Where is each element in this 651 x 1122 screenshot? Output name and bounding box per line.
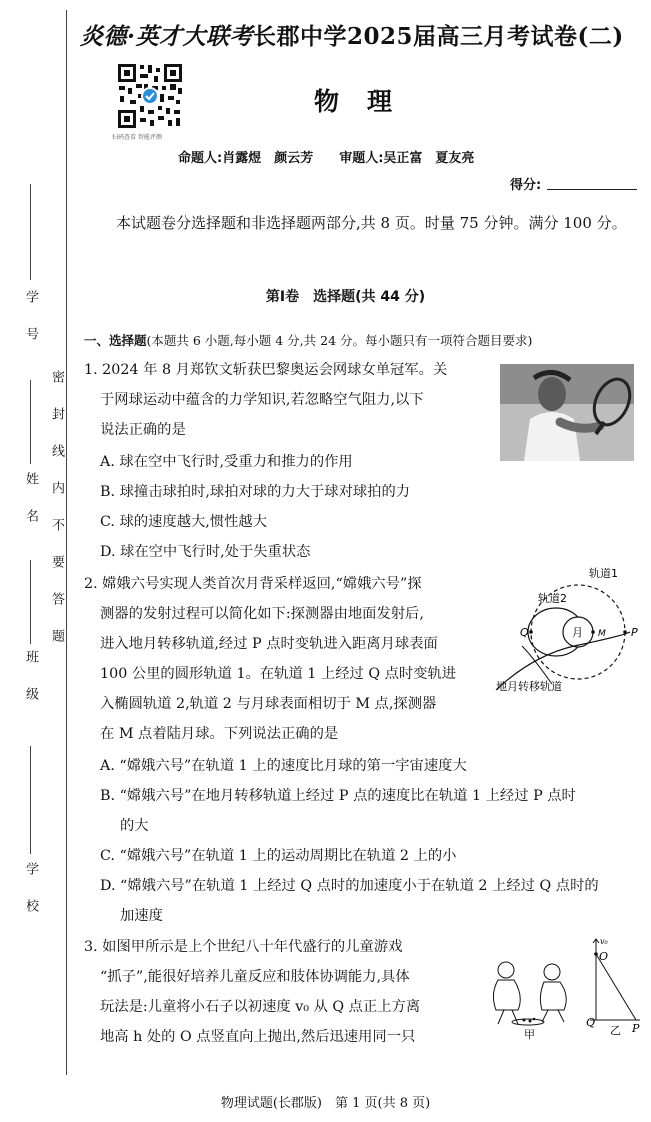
q2-line-3: 进入地月转移轨道,经过 P 点时变轨进入距离月球表面: [100, 636, 438, 652]
q1-option-b: B. 球撞击球拍时,球拍对球的力大于球对球拍的力: [100, 484, 411, 500]
binding-notice: 密封线内不要答题: [49, 370, 64, 666]
children-game-illustration: [478, 936, 644, 1040]
section-note: (本题共 6 小题,每小题 4 分,共 24 分。每小题只有一项符合题目要求): [146, 333, 533, 348]
score-label: 得分:: [510, 178, 542, 193]
q3-line-1: 3. 如图甲所示是上个世纪八十年代盛行的儿童游戏: [84, 939, 403, 955]
q2-line-6: 在 M 点着陆月球。下列说法正确的是: [100, 726, 339, 742]
q2-line-1: 2. 嫦娥六号实现人类首次月背采样返回,“嫦娥六号”探: [84, 576, 422, 592]
orbit2-label: 轨道2: [538, 592, 567, 605]
q1-option-a: A. 球在空中飞行时,受重力和推力的作用: [100, 454, 353, 470]
lunar-orbit-diagram: [492, 566, 644, 696]
q2-line-2: 测器的发射过程可以简化如下:探测器由地面发射后,: [100, 606, 424, 622]
q2-option-d-cont: 加速度: [120, 908, 163, 924]
score-field[interactable]: [547, 189, 637, 190]
q2-option-b-cont: 的大: [120, 818, 149, 834]
school-blank: [30, 746, 31, 854]
exam-intro: 本试题卷分选择题和非选择题两部分,共 8 页。时量 75 分钟。满分 100 分。: [116, 214, 627, 232]
authors-line: 命题人:肖露煜 颜云芳 审题人:吴正富 夏友亮: [178, 151, 475, 166]
point-m-label: M: [598, 629, 606, 639]
moon-label: 月: [572, 626, 583, 639]
class-label: 班级: [23, 650, 38, 724]
binding-margin-line: [66, 10, 67, 1075]
name-label: 姓名: [23, 472, 38, 546]
q1-line-1: 1. 2024 年 8 月郑钦文斩获巴黎奥运会网球女单冠军。关: [84, 362, 448, 378]
part-title: 第Ⅰ卷 选择题(共 44 分): [265, 289, 426, 305]
q2-option-c: C. “嫦娥六号”在轨道 1 上的运动周期比在轨道 2 上的小: [100, 848, 457, 864]
student-id-label: 学号: [23, 290, 38, 364]
q1-option-d: D. 球在空中飞行时,处于失重状态: [100, 544, 311, 560]
section-label: 一、选择题: [84, 333, 147, 348]
exam-name: 长郡中学2025届高三月考试卷(二): [253, 23, 624, 50]
q2-line-5: 入椭圆轨道 2,轨道 2 与月球表面相切于 M 点,探测器: [100, 696, 437, 712]
brand-name: 炎德·英才大联考: [80, 23, 254, 50]
transfer-orbit-label: 地月转移轨道: [496, 680, 562, 693]
subject-title: 物理: [314, 87, 421, 116]
q2-option-b: B. “嫦娥六号”在地月转移轨道上经过 P 点的速度比在轨道 1 上经过 P 点时: [100, 788, 576, 804]
school-label: 学校: [23, 862, 38, 936]
point-p3-label: P: [632, 1022, 640, 1035]
q1-option-c: C. 球的速度越大,惯性越大: [100, 514, 268, 530]
figure-yi-label: 乙: [610, 1024, 621, 1037]
point-q-label: Q: [520, 626, 529, 639]
q2-option-a: A. “嫦娥六号”在轨道 1 上的速度比月球的第一宇宙速度大: [100, 758, 467, 774]
point-p-label: P: [631, 626, 638, 639]
point-q3-label: Q: [586, 1016, 596, 1029]
class-blank: [30, 560, 31, 644]
name-blank: [30, 380, 31, 464]
q3-line-3: 玩法是:儿童将小石子以初速度 v₀ 从 Q 点正上方离: [100, 999, 421, 1015]
orbit1-label: 轨道1: [589, 567, 618, 580]
q1-line-3: 说法正确的是: [100, 422, 186, 438]
tennis-player-photo: [500, 364, 634, 461]
figure-jia-label: 甲: [524, 1028, 535, 1040]
qr-caption: 扫码查看 智能评测: [112, 134, 162, 141]
page-footer: 物理试题(长郡版) 第 1 页(共 8 页): [220, 1096, 431, 1111]
student-id-blank: [30, 184, 31, 280]
q2-line-4: 100 公里的圆形轨道 1。在轨道 1 上经过 Q 点时变轨进: [100, 666, 457, 682]
qr-code-icon: [116, 62, 184, 130]
v0-label: v₀: [600, 937, 608, 946]
q1-line-2: 于网球运动中蕴含的力学知识,若忽略空气阻力,以下: [100, 392, 424, 408]
point-o-label: O: [599, 950, 609, 963]
exam-title: [80, 18, 640, 51]
q2-option-d: D. “嫦娥六号”在轨道 1 上经过 Q 点时的加速度小于在轨道 2 上经过 Q 点时的: [100, 878, 599, 894]
q3-line-4: 地高 h 处的 O 点竖直向上抛出,然后迅速用同一只: [100, 1029, 416, 1045]
q3-line-2: “抓子”,能很好培养儿童反应和肢体协调能力,具体: [100, 969, 410, 985]
section-heading: [84, 331, 532, 349]
